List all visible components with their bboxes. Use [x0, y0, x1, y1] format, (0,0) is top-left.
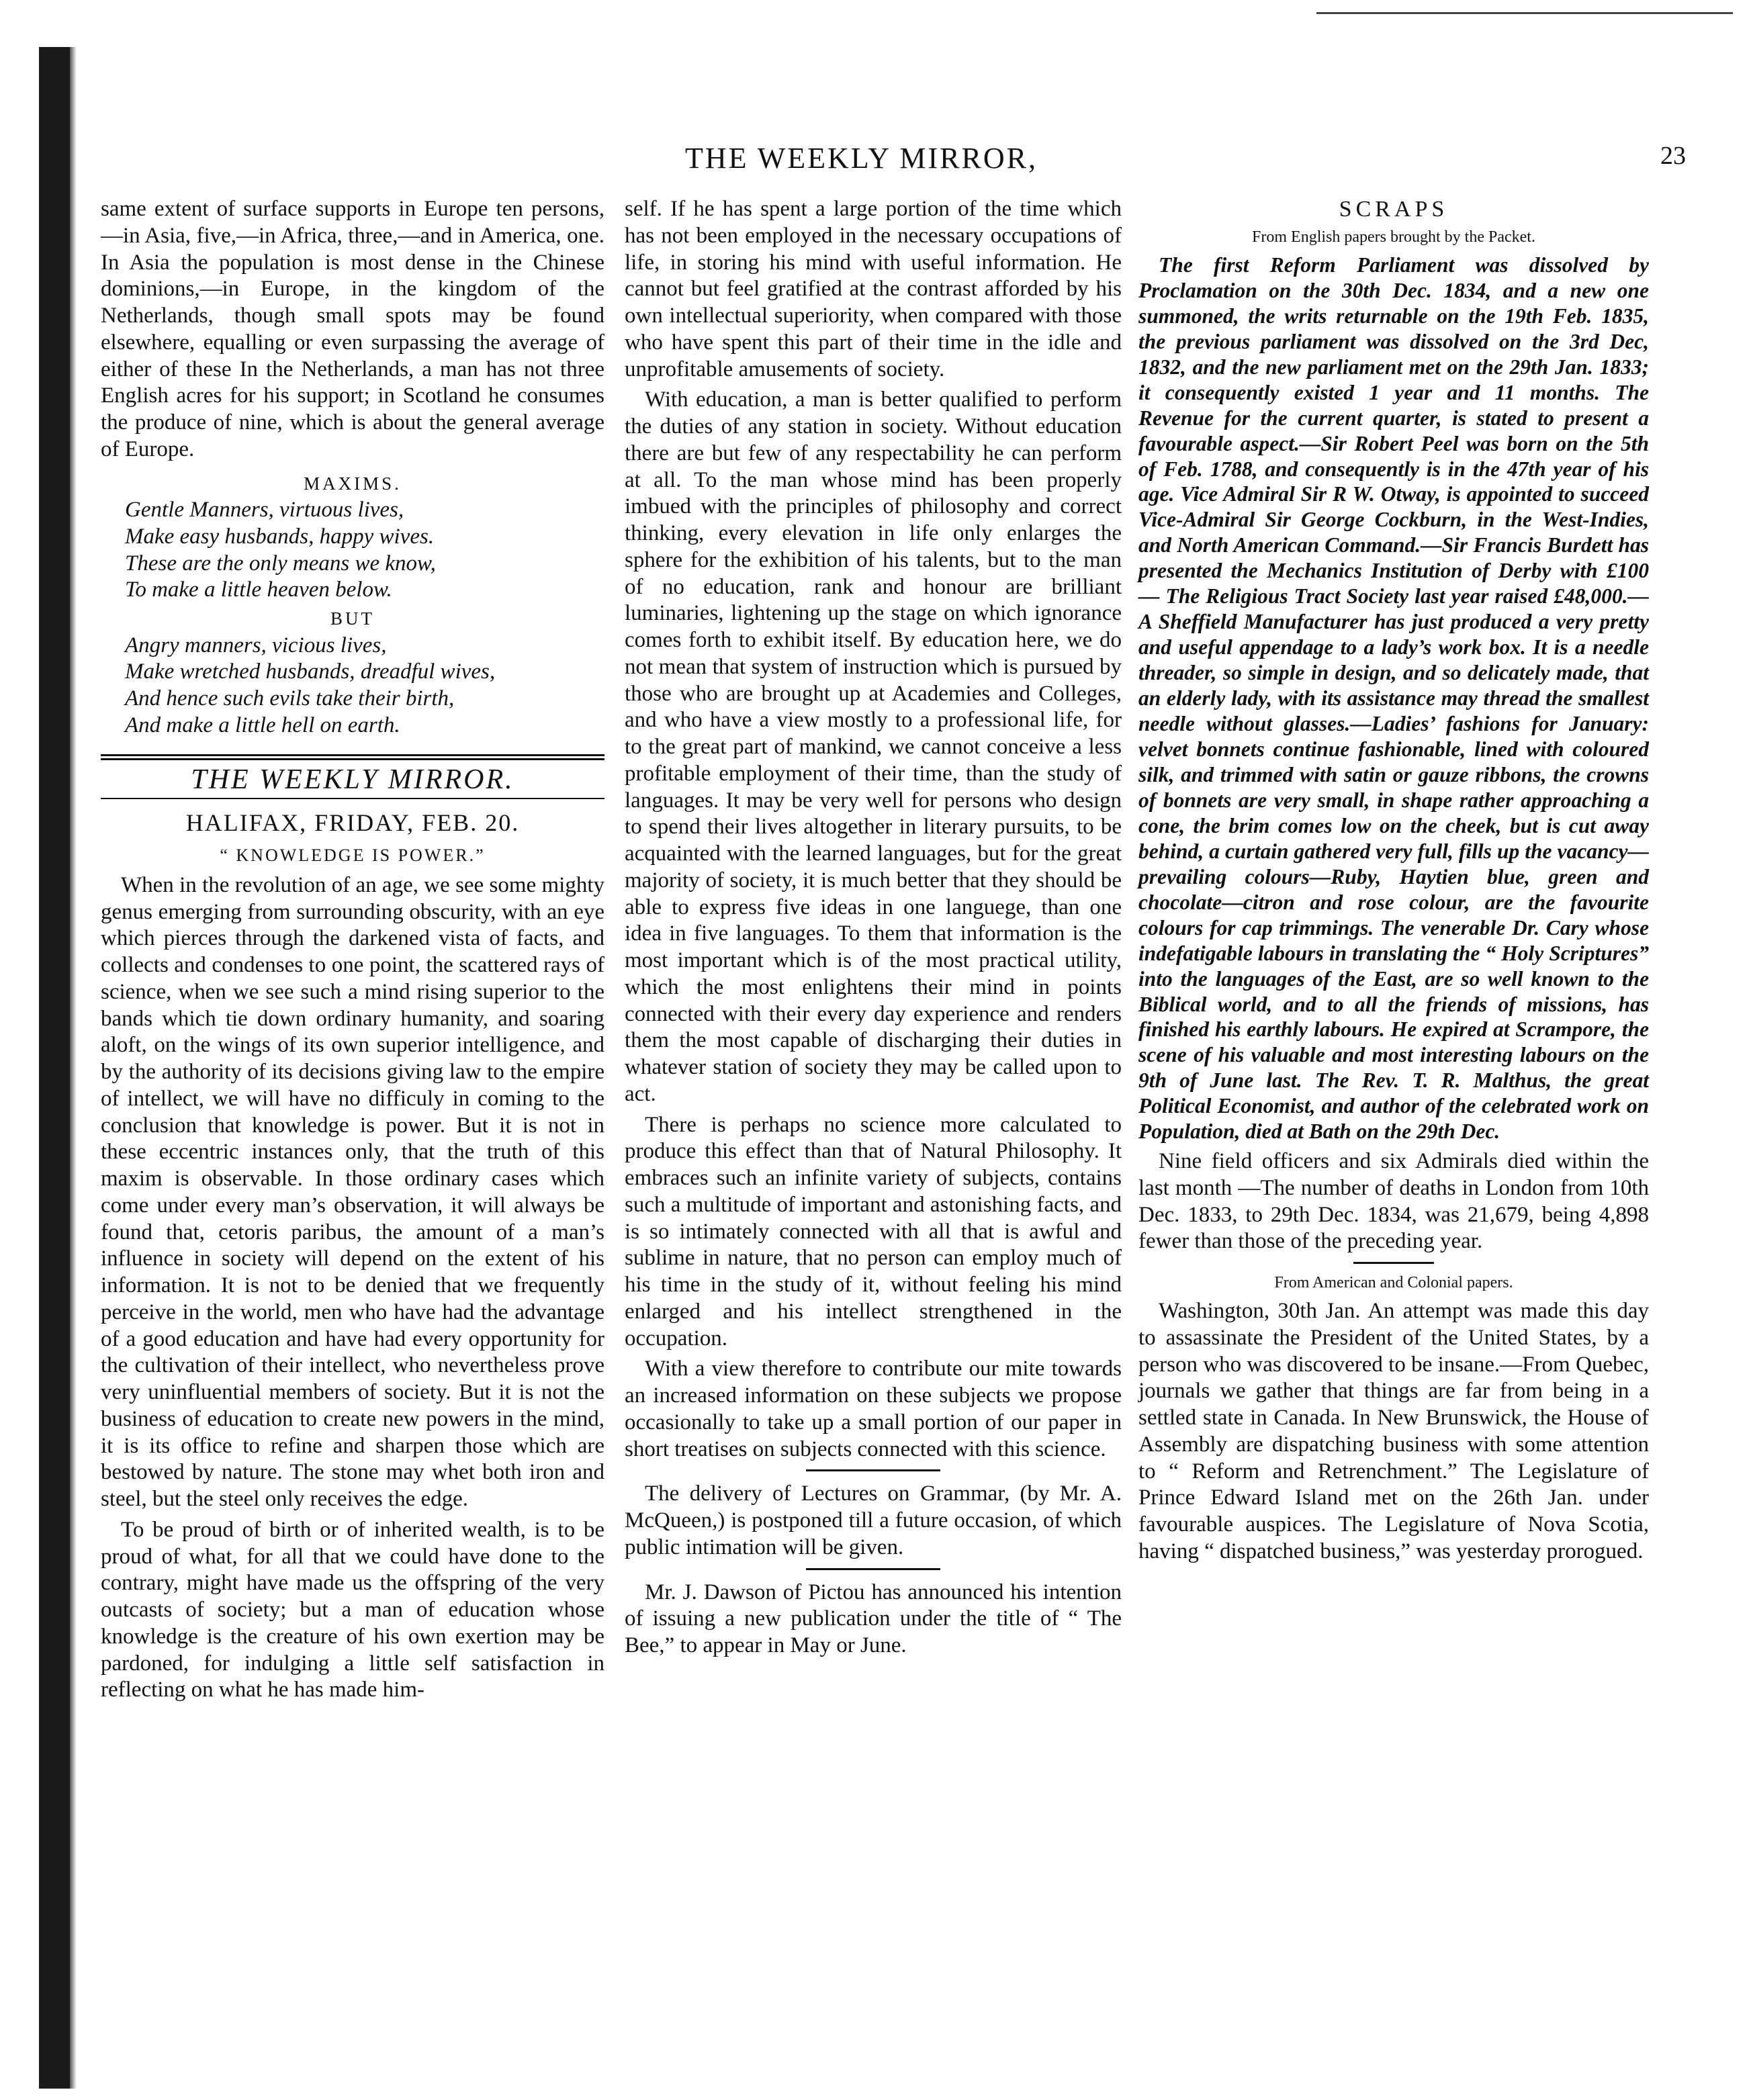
- paragraph-continuation: self. If he has spent a large portion of the time which has not been employed in the necessary occupations of life, in storing his mind with useful information. He cannot but feel gratified at the contrast afforded by his own intellectual superiority, when compared with those who have spent this part of their time in the idle and unprofitable amusements of society.: [625, 197, 1122, 381]
- poem-line: Make easy husbands, happy wives.: [125, 524, 435, 549]
- page-number: 23: [1660, 142, 1686, 170]
- maxims-but: BUT: [330, 608, 375, 629]
- scraps-subtitle-american: From American and Colonial papers.: [1274, 1274, 1513, 1292]
- paragraph-philosophy: There is perhaps no science more calculated to produce this effect than that of Natural Philosophy. It embraces such an infinite variety of subjects, contains such a multitude of important and astonishing facts, and is so intimately connected with all that is awful and sublime in nature, that no person can employ much of his time in the study of it, without feeling his mind enlarged and his intellect strengthened in the occupation.: [625, 1112, 1122, 1351]
- binding-edge: [39, 47, 70, 2089]
- maxims-poem-1: [101, 497, 604, 604]
- running-head: THE WEEKLY MIRROR,: [685, 142, 1038, 175]
- paragraph-pride: To be proud of birth or of inherited wealth, is to be proud of what, for all that we could have done to the contrary, might have made us the offspring of the very outcasts of society; but a man of education whose knowledge is the creature of his own exertion may be pardoned, for indulging a little self satisfaction in reflecting on what he has made him-: [101, 1517, 604, 1702]
- dateline: HALIFAX, FRIDAY, FEB. 20.: [185, 809, 520, 837]
- masthead: THE WEEKLY MIRROR.: [101, 754, 604, 800]
- poem-line: To make a little heaven below.: [125, 578, 392, 602]
- paragraph-education: With education, a man is better qualified to perform the duties of any station in society. Without education there are but few of any respectability he can perform at all. To the man whose mind has been properly imbued with the principles of philosophy and correct thinking, every elevation in life only enlarges the sphere for the exhibition of his talents, but to the man of no education, rank and honour are brilliant luminaries, lightening up the stage on which ignorance comes forth to exhibit itself. By education here, we do not mean that system of instruction which is pursued by those who are brought up at Academies and Colleges, and who have a view mostly to a professional life, for to the great part of mankind, we cannot conceive a less profitable employment of their time, than the study of languages. It may be very well for persons who design to spend their lives altogether in literary pursuits, to be acquainted with the learned languages, but for the great majority of society, it is much better that they should be able to express five ideas in one languege, than one idea in five languages. To them that information is the most important which is of the most practical utility, which the most enlightens their mind in points connected with their every day experience and renders them the most capable of discharging their duties in whatever station of society they may be called upon to act.: [625, 387, 1122, 1106]
- paragraph-bee: Mr. J. Dawson of Pictou has announced his intention of issuing a new publication under the title of “ The Bee,” to appear in May or June.: [625, 1580, 1122, 1657]
- column-1: [101, 196, 604, 1708]
- poem-line: These are the only means we know,: [125, 551, 436, 576]
- section-divider: [806, 1469, 940, 1471]
- page-header: [94, 141, 1686, 181]
- column-2: [625, 196, 1122, 1663]
- editorial-motto: “ KNOWLEDGE IS POWER.”: [220, 845, 486, 865]
- column-3: [1138, 196, 1649, 1569]
- maxims-title: MAXIMS.: [304, 473, 402, 494]
- poem-line: Angry manners, vicious lives,: [125, 633, 387, 657]
- paragraph-english-scraps: The first Reform Parliament was dissolved by Proclamation on the 30th Dec. 1834, and a new one summoned, the writs returnable on the 19th Feb. 1835, the previous parliament was dissolved on the 3rd Dec, 1832, and the new parliament met on the 29th Jan. 1833; it consequently existed 1 year and 11 months. The Revenue for the current quarter, is stated to present a favourable aspect.—Sir Robert Peel was born on the 5th of Feb. 1788, and consequently is in the 47th year of his age. Vice Admiral Sir R W. Otway, is appointed to succeed Vice-Admiral Sir George Cockburn, in the West-Indies, and North American Command.—Sir Francis Burdett has presented the Mechanics Institution of Derby with £100 — The Religious Tract Society last year raised £48,000.—A Sheffield Manufacturer has just produced a very pretty and useful appendage to a lady’s work box. It is a needle threader, so simple in design, and so delicately made, that an elderly lady, with its assistance may thread the smallest needle without glasses.—Ladies’ fashions for January: velvet bonnets continue fashionable, lined with coloured silk, and trimmed with satin or gauze ribbons, the crowns of bonnets are very small, in shape rather approaching a cone, the brim comes low on the cheek, but is cut away behind, a curtain gathered very full, fills up the vacancy—prevailing colours—Ruby, Haytien blue, green and chocolate—citron and rose colour, are the favourite colours for cap trimmings. The venerable Dr. Cary whose indefatigable labours in translating the “ Holy Scriptures” into the languages of the East, are so well known to the Biblical world, and to all the friends of missions, has finished his earthly labours. He expired at Scrampore, the scene of his valuable and most interesting labours on the 9th of June last. The Rev. T. R. Malthus, the great Political Economist, and author of the celebrated work on Population, died at Bath on the 29th Dec.: [1138, 253, 1649, 1144]
- section-divider: [1353, 1262, 1434, 1264]
- maxims-poem-2: [101, 633, 604, 739]
- top-edge-rule: [1316, 12, 1733, 14]
- poem-line: Make wretched husbands, dreadful wives,: [125, 659, 496, 684]
- scraps-subtitle-english: From English papers brought by the Packet.: [1252, 228, 1535, 246]
- paragraph-treatises: With a view therefore to contribute our mite towards an increased information on these subjects we propose occasionally to take up a small portion of our paper in short treatises on subjects connected with this science.: [625, 1357, 1122, 1461]
- paragraph-knowledge: When in the revolution of an age, we see some mighty genus emerging from surrounding obscurity, with an eye which pierces through the darkened vista of facts, and collects and condenses to one point, the scattered rays of science, when we see such a mind rising superior to the bands which tie down ordinary humanity, and soaring aloft, on the wings of its own superior intelligence, and by the authority of its decisions giving law to the empire of intellect, we will have no difficuly in coming to the conclusion that knowledge is power. But it is not in these eccentric instances only, that the truth of this maxim is observable. In those ordinary cases which come under every man’s observation, it will always be found that, cetoris paribus, the amount of a man’s influence in society will depend on the extent of his information. It is not to be denied that we frequently perceive in the world, men who have had the advantage of a good education and have had every opportunity for the cultivation of their intellect, who nevertheless prove very uninfluential members of society. But it is not the business of education to create new powers in the mind, it is its office to refine and sharpen those which are bestowed by nature. The stone may whet both iron and steel, but the steel only receives the edge.: [101, 872, 604, 1512]
- paragraph-lectures: The delivery of Lectures on Grammar, (by Mr. A. McQueen,) is postponed till a future occasion, of which public intimation will be given.: [625, 1481, 1122, 1559]
- poem-line: And make a little hell on earth.: [125, 713, 400, 737]
- paragraph-field-officers: Nine field officers and six Admirals died within the last month —The number of deaths in London from 10th Dec. 1833, to 29th Dec. 1834, was 21,679, being 4,898 fewer than those of the preceding year.: [1138, 1149, 1649, 1254]
- binding-shadow: [70, 47, 77, 2089]
- paragraph-population: same extent of surface supports in Europe ten persons,—in Asia, five,—in Africa, three,—and in America, one. In Asia the population is most dense in the Chinese dominions,—in Europe, in the kingdom of the Netherlands, though small spots may be found elsewhere, equalling or even surpassing the average of either of these In the Netherlands, a man has not three English acres for his support; in Scotland he consumes the produce of nine, which is about the general average of Europe.: [101, 197, 604, 461]
- paragraph-washington: Washington, 30th Jan. An attempt was made this day to assassinate the President of the United States, by a person who was discovered to be insane.—From Quebec, journals we gather that things are far from being in a settled state in Canada. In New Brunswick, the House of Assembly are dispatching business with some attention to “ Reform and Retrenchment.” The Legislature of Prince Edward Island met on the 26th Jan. under favourable auspices. The Legislature of Nova Scotia, having “ dispatched business,” was yesterday prorogued.: [1138, 1299, 1649, 1563]
- section-divider: [806, 1568, 940, 1570]
- poem-line: And hence such evils take their birth,: [125, 686, 455, 711]
- poem-line: Gentle Manners, virtuous lives,: [125, 498, 404, 522]
- scraps-title: SCRAPS: [1339, 197, 1449, 222]
